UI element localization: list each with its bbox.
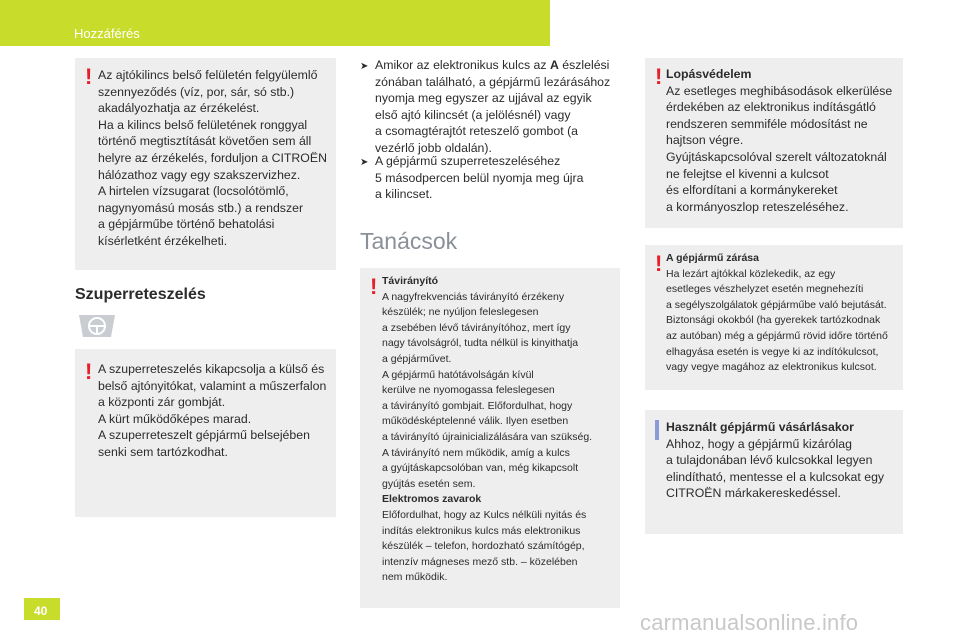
- section-title-header: Hozzáférés: [74, 26, 140, 41]
- step-lock-before: Amikor az elektronikus kulcs az: [375, 58, 550, 72]
- electronic-text: Előfordulhat, hogy az Kulcs nélküli nyitás és indítás elektronikus kulcs más elektronikus készülék – telefon, hordozható számítógép, intenzív mágneses mező stb. – közelében nem működik.: [382, 508, 587, 584]
- bullet-icon: ➤: [360, 157, 369, 168]
- theft-title: Lopásvédelem: [666, 67, 752, 81]
- warning-text-dirt: Az ajtókilincs belső felületén felgyülemlő szennyeződés (víz, por, sár, só stb.) akadályozhatja az érzékelést. Ha a kilincs belső felületének ronggyal történő megtisztítását követően sem áll helyre az érzékelés, forduljon a CITROËN hálózathoz vagy egy szakszervizhez. A hirtelen vízsugarat (locsolótömlő, nagynyomású mosás stb.) a rendszer a gépjárműbe történő behatolási kísérletként érzékelheti.: [98, 68, 327, 248]
- superlock-title: Szuperreteszelés: [75, 286, 206, 303]
- vehicle-lock-box: [645, 245, 903, 390]
- bullet-icon: ➤: [360, 61, 369, 72]
- tips-title: Tanácsok: [360, 228, 458, 254]
- step-lock-text: [375, 57, 625, 157]
- theft-protection-box: [645, 58, 903, 228]
- steering-wheel-icon: [75, 313, 121, 339]
- zone-label: A: [549, 58, 559, 72]
- used-text: Ahhoz, hogy a gépjármű kizárólag a tulajdonában lévő kulcsokkal legyen elindítható, mentesse el a kulcsokat egy CITROËN márkakereskedéssel.: [666, 436, 885, 501]
- remote-control-box: [360, 268, 620, 608]
- step-lock-after: észlelési zónában található, a gépjármű lezárásához nyomja meg egyszer az ujjával az egyik első ajtó kilincsét (a jelölésnél) vagy a csomagtérajtót reteszelő gombot (a vezérlő jobb oldalán).: [375, 58, 611, 155]
- warning-icon: !: [370, 274, 378, 299]
- warning-text-superlock: A szuperreteszelés kikapcsolja a külső és belső ajtónyitókat, valamint a műszerfalon a központi zár gombját. A kürt működőképes marad. A szuperreteszelt gépjármű belsejében senki sem tartózkodhat.: [98, 362, 327, 459]
- header-bar: [0, 0, 550, 46]
- theft-content: [666, 66, 902, 215]
- remote-text: A nagyfrekvenciás távirányító érzékeny készülék; ne nyúljon feleslegesen a zsebében lévő távirányítóhoz, mert így nagy távolságról, tudta nélkül is kinyithatja a gépjárművet. A gépjármű hatótávolságán kívül kerülve ne nyomogassa feleslegesen a távirányító gombjait. Előfordulhat, hogy működésképtelenné válik. Ilyen esetben a távirányító újrainicializálására van szükség. A távirányító nem működik, amíg a kulcs a gyújtáskapcsolóban van, még kikapcsolt gyújtás esetén sem.: [382, 290, 593, 490]
- remote-title: Távirányító: [382, 275, 439, 287]
- warning-icon: !: [85, 359, 93, 384]
- page-number: 40: [34, 604, 48, 618]
- warning-box-dirt: [75, 58, 336, 270]
- vehicle-lock-content: [666, 251, 902, 376]
- electronic-title: Elektromos zavarok: [382, 493, 482, 506]
- used-vehicle-box: [645, 410, 903, 534]
- used-vehicle-content: [666, 419, 902, 502]
- theft-text: Az esetleges meghibásodások elkerülése érdekében az elektronikus indításgátló rendszeren semmiféle módosítást ne hajtson végre. Gyújtáskapcsolóval szerelt változatoknál ne felejtse el kivenni a kulcsot és elfordítani a kormánykereket a kormányoszlop reteszeléséhez.: [666, 83, 893, 214]
- warning-box-superlock: [75, 349, 336, 517]
- warning-icon: !: [85, 64, 93, 89]
- warning-icon: !: [655, 251, 663, 276]
- info-icon: [655, 420, 659, 440]
- lock-title: A gépjármű zárása: [666, 252, 759, 264]
- lock-text: Ha lezárt ajtókkal közlekedik, az egy esetleges vészhelyzet esetén megnehezíti a segélyszolgálatok gépjárműbe való bejutását. Biztonsági okokból (ha gyerekek tartózkodnak az autóban) még a gépjármű rövid időre történő elhagyása esetén is vegye ki az indítókulcsot, vagy vegye magához az elektronikus kulcsot.: [666, 267, 888, 374]
- used-title: Használt gépjármű vásárlásakor: [666, 420, 854, 434]
- watermark: carmanualsonline.info: [640, 610, 859, 635]
- remote-control-content: [382, 274, 618, 586]
- step-superlock-text: A gépjármű szuperreteszeléséhez 5 másodpercen belül nyomja meg újra a kilincset.: [375, 154, 584, 202]
- warning-icon: !: [655, 64, 663, 89]
